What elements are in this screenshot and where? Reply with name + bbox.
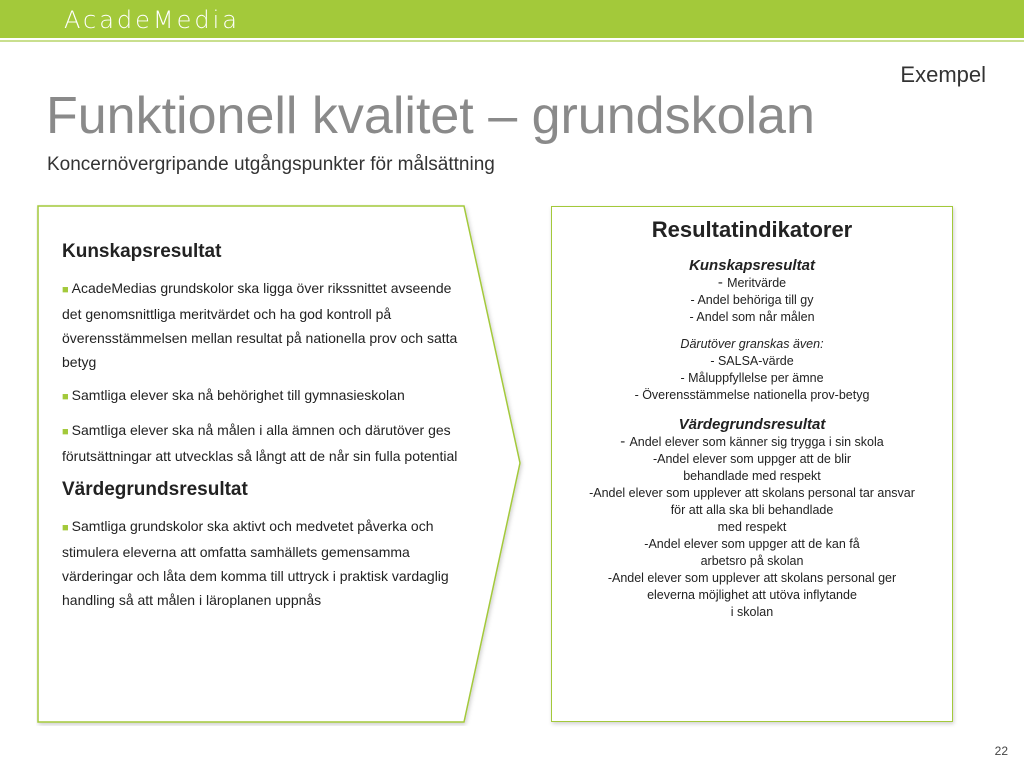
indicator-line: arbetsro på skolan [700,554,804,568]
bullet-icon: ■ [62,522,69,534]
goals-content [62,240,474,621]
indicator-line: - Andel som når målen [689,310,815,324]
header-bar [0,0,1024,38]
indicator-line: i skolan [730,605,774,619]
indicator-line: -Andel elever som upplever att skolans personal ger [607,571,897,585]
knowledge-results-heading: Kunskapsresultat [62,241,222,262]
also-reviewed-heading: Därutöver granskas även: [680,337,824,351]
indicator-line: -Andel elever som upplever att skolans personal tar ansvar [589,486,915,500]
indicator-line: - Andel elever som känner sig trygga i sin skola [620,433,884,450]
indicators-values-heading: Värdegrundsresultat [678,416,826,433]
header-divider [0,40,1024,42]
bullet-icon: ■ [62,391,69,403]
indicator-line: -Andel elever som uppger att de kan få [644,537,860,551]
indicator-line: eleverna möjlighet att utöva inflytande [647,588,857,602]
indicators-title: Resultatindikatorer [651,217,853,242]
bullet-icon: ■ [62,426,69,438]
indicator-line: -Andel elever som uppger att de blir [652,452,852,466]
values-results-heading: Värdegrundsresultat [62,479,248,500]
indicator-line: med respekt [717,520,787,534]
indicator-line: för att alla ska bli behandlade [670,503,834,517]
indicators-panel [551,206,953,722]
indicator-line: - SALSA-värde [710,354,794,368]
indicator-line: - Överensstämmelse nationella prov-betyg [634,388,870,402]
list-item: ■ AcadeMedias grundskolor ska ligga över rikssnittet avseende det genomsnittliga meritvärdet och ha god kontroll på överensstämmelsen mellan resultat på nationella prov och satta betyg [62,280,458,370]
bullet-icon: ■ [62,284,69,296]
indicator-line: - Andel behöriga till gy [690,293,814,307]
page-title: Funktionell kvalitet – grundskolan [46,87,815,145]
list-item: ■ Samtliga elever ska nå behörighet till gymnasieskolan [62,387,405,403]
list-item: ■ Samtliga grundskolor ska aktivt och medvetet påverka och stimulera eleverna att omfatta samhällets gemensamma värderingar och låta dem komma till uttryck i praktisk vardaglig handling så att målen i läroplanen uppnås [62,518,449,608]
academedia-logo: AcadeMedia [64,6,240,34]
indicator-line: - Måluppfyllelse per ämne [680,371,824,385]
indicator-line: behandlade med respekt [683,469,821,483]
example-label: Exempel [900,62,986,87]
page-number: 22 [994,744,1008,758]
list-item: ■ Samtliga elever ska nå målen i alla ämnen och därutöver ges förutsättningar att utvecklas så långt att de når sin fulla potential [62,422,458,464]
page-subtitle: Koncernövergripande utgångspunkter för målsättning [47,154,495,175]
indicators-knowledge-heading: Kunskapsresultat [689,257,815,274]
indicator-line: - Meritvärde [717,274,787,291]
